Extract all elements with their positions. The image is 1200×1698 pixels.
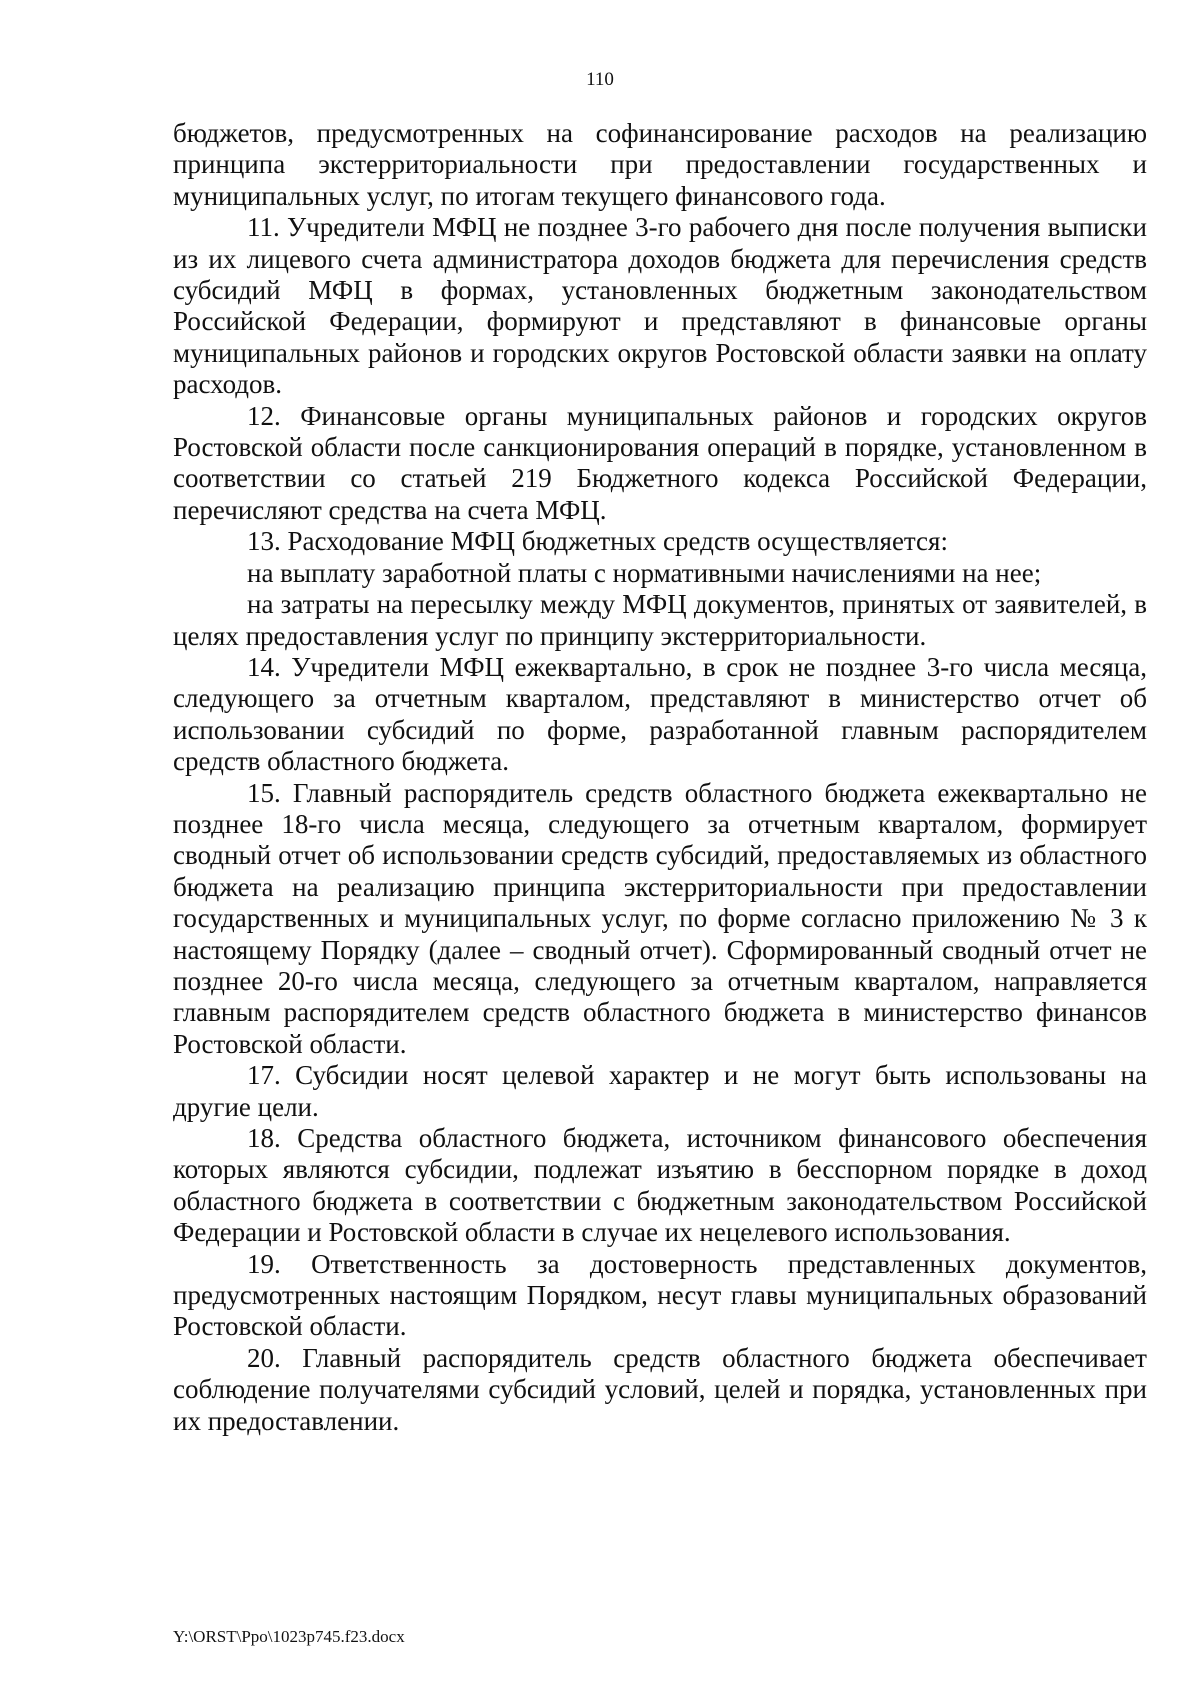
page-number: 110 (586, 69, 614, 90)
paragraph-17: 17. Субсидии носят целевой характер и не могут быть использованы на другие цели. (173, 1060, 1147, 1122)
paragraph-14: 14. Учредители МФЦ ежеквартально, в срок не позднее 3-го числа месяца, следующего за отчетным кварталом, представляют в министерство отчет об использовании субсидий по форме, разработанной главным распорядителем средств областного бюджета. (173, 651, 1147, 777)
paragraph-19: 19. Ответственность за достоверность представленных документов, предусмотренных настоящим Порядком, несут главы муниципальных образований Ростовской области. (173, 1248, 1147, 1342)
paragraph-13-item-salary: на выплату заработной платы с нормативными начислениями на нее; (247, 557, 1042, 588)
paragraph-20: 20. Главный распорядитель средств областного бюджета обеспечивает соблюдение получателями субсидий условий, целей и порядка, установленных при их предоставлении. (173, 1342, 1147, 1436)
paragraph-13: 13. Расходование МФЦ бюджетных средств осуществляется: (247, 526, 948, 557)
paragraph-11: 11. Учредители МФЦ не позднее 3-го рабочего дня после получения выписки из их лицевого счета администратора доходов бюджета для перечисления средств субсидий МФЦ в формах, установленных бюджетным законодательством Российской Федерации, формируют и представляют в финансовые органы муниципальных районов и городских округов Ростовской области заявки на оплату расходов. (173, 212, 1147, 400)
paragraph-12: 12. Финансовые органы муниципальных районов и городских округов Ростовской области после санкционирования операций в порядке, установленном в соответствии со статьей 219 Бюджетного кодекса Российской Федерации, перечисляют средства на счета МФЦ. (173, 400, 1147, 525)
footer-file-path: Y:\ORST\Ppo\1023p745.f23.docx (173, 1627, 405, 1646)
paragraph-18: 18. Средства областного бюджета, источником финансового обеспечения которых являются субсидии, подлежат изъятию в бесспорном порядке в доход областного бюджета в соответствии с бюджетным законодательством Российской Федерации и Ростовской области в случае их нецелевого использования. (173, 1123, 1147, 1248)
paragraph-continuation: бюджетов, предусмотренных на софинансирование расходов на реализацию принципа экстерриториальности при предоставлении государственных и муниципальных услуг, по итогам текущего финансового года. (173, 118, 1147, 211)
paragraph-13-item-shipping: на затраты на пересылку между МФЦ документов, принятых от заявителей, в целях предоставления услуг по принципу экстерриториальности. (173, 589, 1147, 651)
document-body (173, 118, 1147, 1437)
paragraph-15: 15. Главный распорядитель средств областного бюджета ежеквартально не позднее 18-го числа месяца, следующего за отчетным кварталом, формирует сводный отчет об использовании средств субсидий, предоставляемых из областного бюджета на реализацию принципа экстерриториальности при предоставлении государственных и муниципальных услуг, по форме согласно приложению № 3 к настоящему Порядку (далее – сводный отчет). Сформированный сводный отчет не позднее 20-го числа месяца, следующего за отчетным кварталом, направляется главным распорядителем средств областного бюджета в министерство финансов Ростовской области. (173, 777, 1147, 1059)
